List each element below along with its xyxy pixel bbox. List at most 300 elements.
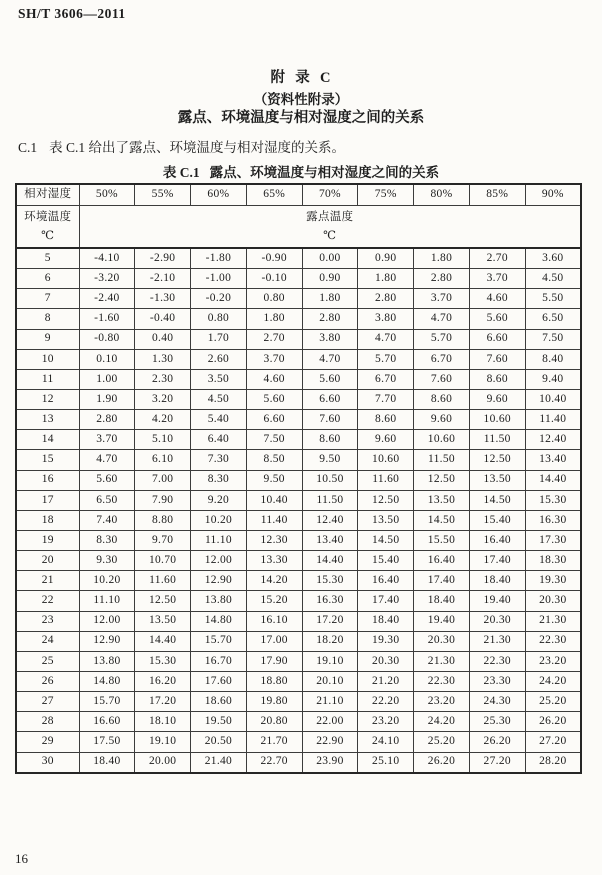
dew-point-cell: 20.80 [246, 712, 302, 732]
dew-point-cell: 5.10 [135, 430, 191, 450]
dew-point-cell: 3.70 [246, 349, 302, 369]
dew-point-cell: 2.70 [246, 329, 302, 349]
dew-point-cell: 12.90 [191, 571, 247, 591]
dew-point-cell: 2.70 [469, 248, 525, 269]
dew-point-cell: 9.50 [302, 450, 358, 470]
dew-point-cell: 19.10 [135, 732, 191, 752]
dew-point-cell: 6.70 [358, 369, 414, 389]
humidity-header-cell: 50% [79, 184, 135, 206]
dew-point-cell: 7.60 [414, 369, 470, 389]
dew-point-cell: 15.50 [414, 530, 470, 550]
dew-point-cell: 3.20 [135, 389, 191, 409]
dew-point-cell: 14.50 [414, 510, 470, 530]
dew-point-cell: -2.90 [135, 248, 191, 269]
humidity-header-cell: 60% [191, 184, 247, 206]
dew-point-cell: 20.30 [525, 591, 581, 611]
ambient-temp-cell: 29 [16, 732, 79, 752]
ambient-temp-cell: 7 [16, 289, 79, 309]
dew-point-cell: 21.40 [191, 752, 247, 773]
dew-point-cell: 6.60 [302, 389, 358, 409]
dew-point-cell: 6.50 [79, 490, 135, 510]
humidity-header-cell: 70% [302, 184, 358, 206]
dew-point-cell: 22.30 [414, 671, 470, 691]
dew-point-cell: 22.30 [469, 651, 525, 671]
dew-point-cell: -2.10 [135, 269, 191, 289]
ambient-temp-cell: 26 [16, 671, 79, 691]
ambient-temp-cell: 22 [16, 591, 79, 611]
dew-point-cell: 2.80 [358, 289, 414, 309]
dew-point-cell: 17.40 [358, 591, 414, 611]
table-row [16, 410, 581, 430]
humidity-header-cell: 75% [358, 184, 414, 206]
dew-point-cell: 4.50 [191, 389, 247, 409]
ambient-temp-cell: 27 [16, 692, 79, 712]
dew-point-cell: 13.50 [469, 470, 525, 490]
dew-point-cell: 5.40 [191, 410, 247, 430]
dew-point-cell: 4.70 [414, 309, 470, 329]
appendix-title: 附 录 C [270, 70, 332, 86]
dew-point-cell: 22.70 [246, 752, 302, 773]
dew-point-cell: 19.40 [414, 611, 470, 631]
dew-point-cell: 6.10 [135, 450, 191, 470]
table-row [16, 631, 581, 651]
dew-point-cell: 4.60 [469, 289, 525, 309]
dew-point-cell: 21.20 [358, 671, 414, 691]
ambient-temp-cell: 17 [16, 490, 79, 510]
dew-point-cell: -2.40 [79, 289, 135, 309]
dew-point-cell: 20.30 [469, 611, 525, 631]
dew-point-cell: 16.20 [135, 671, 191, 691]
dew-point-cell: 18.40 [358, 611, 414, 631]
ambient-temp-cell: 19 [16, 530, 79, 550]
dew-point-cell: 9.60 [358, 430, 414, 450]
ambient-temp-cell: 12 [16, 389, 79, 409]
dew-point-cell: 19.30 [358, 631, 414, 651]
appendix-subtitle: （资料性附录） [253, 92, 349, 107]
dew-point-cell: 14.50 [469, 490, 525, 510]
dew-point-cell: 17.50 [79, 732, 135, 752]
dew-point-cell: 25.20 [414, 732, 470, 752]
dew-point-cell: -4.10 [79, 248, 135, 269]
dew-point-cell: 2.80 [79, 410, 135, 430]
corner-header-cell: 相对湿度 [16, 184, 79, 206]
dew-point-cell: 1.80 [302, 289, 358, 309]
dew-point-cell: 8.30 [191, 470, 247, 490]
dew-point-cell: 22.90 [302, 732, 358, 752]
dew-point-cell: 21.30 [414, 651, 470, 671]
dew-point-cell: 3.50 [191, 369, 247, 389]
dew-point-cell: 13.50 [414, 490, 470, 510]
dew-point-cell: 12.30 [246, 530, 302, 550]
clause-label: C.1 [18, 140, 38, 155]
dew-point-cell: 22.20 [358, 692, 414, 712]
dew-point-cell: 25.20 [525, 692, 581, 712]
dew-point-cell: 22.30 [525, 631, 581, 651]
ambient-temp-cell: 10 [16, 349, 79, 369]
dew-point-cell: 27.20 [469, 752, 525, 773]
dew-point-cell: 7.50 [525, 329, 581, 349]
table-row [16, 551, 581, 571]
dew-point-cell: 16.70 [191, 651, 247, 671]
table-row [16, 289, 581, 309]
dew-point-cell: 10.60 [469, 410, 525, 430]
dew-point-cell: 18.20 [302, 631, 358, 651]
dew-point-cell: 24.20 [414, 712, 470, 732]
dew-point-cell: 14.40 [525, 470, 581, 490]
dew-point-cell: 22.00 [302, 712, 358, 732]
dew-point-cell: 2.80 [414, 269, 470, 289]
dew-point-cell: 18.60 [191, 692, 247, 712]
dew-point-cell: 17.30 [525, 530, 581, 550]
table-row [16, 430, 581, 450]
dew-point-cell: 16.40 [469, 530, 525, 550]
dew-point-cell: 1.70 [191, 329, 247, 349]
ambient-temp-cell: 11 [16, 369, 79, 389]
ambient-temp-cell: 15 [16, 450, 79, 470]
dew-point-cell: 16.30 [525, 510, 581, 530]
dew-point-cell: 20.00 [135, 752, 191, 773]
dew-point-cell: 23.90 [302, 752, 358, 773]
dew-point-cell: 3.70 [79, 430, 135, 450]
dew-point-cell: -0.20 [191, 289, 247, 309]
dew-point-cell: 10.60 [358, 450, 414, 470]
dew-point-cell: 5.70 [414, 329, 470, 349]
dew-point-cell: 1.80 [414, 248, 470, 269]
dew-point-cell: 21.30 [525, 611, 581, 631]
dew-point-cell: 13.40 [302, 530, 358, 550]
dew-point-cell: 10.40 [246, 490, 302, 510]
dew-point-cell: 23.20 [358, 712, 414, 732]
table-row [16, 349, 581, 369]
dew-point-cell: 3.70 [469, 269, 525, 289]
dew-point-cell: 12.00 [79, 611, 135, 631]
dew-point-cell: 20.30 [358, 651, 414, 671]
dew-point-cell: 1.30 [135, 349, 191, 369]
dew-point-cell: 26.20 [525, 712, 581, 732]
dew-point-cell: 15.30 [525, 490, 581, 510]
dew-point-cell: 9.30 [79, 551, 135, 571]
table-row [16, 671, 581, 691]
ambient-temp-header-unit: ℃ [41, 229, 55, 242]
dew-point-cell: 15.70 [191, 631, 247, 651]
ambient-temp-cell: 5 [16, 248, 79, 269]
dew-point-cell: 11.50 [302, 490, 358, 510]
dew-point-cell: 12.50 [469, 450, 525, 470]
dew-point-cell: 8.30 [79, 530, 135, 550]
humidity-header-cell: 85% [469, 184, 525, 206]
dew-point-cell: 10.20 [191, 510, 247, 530]
dew-point-cell: 1.90 [79, 389, 135, 409]
dew-point-cell: 7.50 [246, 430, 302, 450]
table-row [16, 692, 581, 712]
dew-point-cell: 23.20 [525, 651, 581, 671]
table-row [16, 591, 581, 611]
dew-point-cell: 23.30 [469, 671, 525, 691]
dew-point-cell: 10.60 [414, 430, 470, 450]
table-row [16, 329, 581, 349]
dew-point-cell: -1.30 [135, 289, 191, 309]
dew-point-cell: 20.30 [414, 631, 470, 651]
dew-point-cell: 5.60 [469, 309, 525, 329]
dew-point-cell: 9.70 [135, 530, 191, 550]
table-row [16, 389, 581, 409]
dew-point-cell: 7.90 [135, 490, 191, 510]
dew-point-cell: 8.60 [302, 430, 358, 450]
dew-point-cell: 19.10 [302, 651, 358, 671]
dew-point-cell: 9.40 [525, 369, 581, 389]
dew-point-cell: 4.70 [79, 450, 135, 470]
dew-point-cell: -1.60 [79, 309, 135, 329]
dew-point-cell: 24.30 [469, 692, 525, 712]
dew-point-cell: 7.30 [191, 450, 247, 470]
humidity-header-row [16, 184, 581, 206]
dew-point-cell: 14.40 [302, 551, 358, 571]
dew-point-cell: 7.70 [358, 389, 414, 409]
dew-point-cell: 15.70 [79, 692, 135, 712]
dew-point-cell: -3.20 [79, 269, 135, 289]
dew-point-cell: 13.80 [191, 591, 247, 611]
dew-point-cell: 28.20 [525, 752, 581, 773]
table-row [16, 752, 581, 773]
dew-point-cell: 26.20 [414, 752, 470, 773]
dew-point-cell: 14.50 [358, 530, 414, 550]
dew-point-cell: 7.60 [469, 349, 525, 369]
dew-point-cell: 19.30 [525, 571, 581, 591]
ambient-temp-cell: 8 [16, 309, 79, 329]
dew-point-cell: 15.40 [358, 551, 414, 571]
dew-point-cell: 6.50 [525, 309, 581, 329]
subheader-row [16, 206, 581, 249]
dew-point-cell: 10.40 [525, 389, 581, 409]
dew-point-cell: -0.80 [79, 329, 135, 349]
ambient-temp-cell: 23 [16, 611, 79, 631]
humidity-header-cell: 55% [135, 184, 191, 206]
dew-point-cell: 12.40 [302, 510, 358, 530]
dew-point-cell: 17.40 [469, 551, 525, 571]
ambient-temp-cell: 24 [16, 631, 79, 651]
dew-point-cell: 18.10 [135, 712, 191, 732]
table-row [16, 470, 581, 490]
dew-point-cell: 16.10 [246, 611, 302, 631]
table-caption-label: 表 C.1 [162, 165, 200, 180]
dew-point-cell: 11.60 [358, 470, 414, 490]
ambient-temp-cell: 14 [16, 430, 79, 450]
dew-point-cell: 4.60 [246, 369, 302, 389]
dew-point-cell: 25.10 [358, 752, 414, 773]
dew-point-cell: 13.40 [525, 450, 581, 470]
dew-point-cell: 5.60 [302, 369, 358, 389]
dew-point-cell: 21.30 [469, 631, 525, 651]
dew-point-cell: 23.20 [414, 692, 470, 712]
ambient-temp-header-cell [16, 206, 79, 249]
table-caption-text: 露点、环境温度与相对湿度之间的关系 [209, 165, 440, 180]
table-row [16, 732, 581, 752]
dew-point-cell: 6.70 [414, 349, 470, 369]
dew-point-cell: 4.70 [302, 349, 358, 369]
dew-point-cell: 12.50 [135, 591, 191, 611]
dew-point-cell: 18.40 [469, 571, 525, 591]
ambient-temp-cell: 9 [16, 329, 79, 349]
ambient-temp-cell: 30 [16, 752, 79, 773]
ambient-temp-cell: 13 [16, 410, 79, 430]
dew-point-cell: 5.60 [79, 470, 135, 490]
ambient-temp-cell: 25 [16, 651, 79, 671]
dew-point-cell: 7.40 [79, 510, 135, 530]
dew-point-cell: 18.40 [79, 752, 135, 773]
dew-point-cell: 17.60 [191, 671, 247, 691]
dew-point-cell: 18.30 [525, 551, 581, 571]
dew-point-table [15, 183, 582, 774]
dew-point-cell: 0.90 [302, 269, 358, 289]
dew-point-cell: 15.30 [302, 571, 358, 591]
clause-text: 表 C.1 给出了露点、环境温度与相对湿度的关系。 [49, 140, 346, 155]
dew-point-header-unit: ℃ [323, 229, 337, 242]
dew-point-cell: 15.30 [135, 651, 191, 671]
dew-point-cell: 11.10 [79, 591, 135, 611]
dew-point-cell: -1.00 [191, 269, 247, 289]
dew-point-cell: 14.40 [135, 631, 191, 651]
dew-point-cell: 3.60 [525, 248, 581, 269]
ambient-temp-cell: 18 [16, 510, 79, 530]
dew-point-cell: 6.40 [191, 430, 247, 450]
dew-point-cell: 1.00 [79, 369, 135, 389]
dew-point-cell: 9.60 [469, 389, 525, 409]
dew-point-cell: 13.50 [358, 510, 414, 530]
dew-point-cell: 18.40 [414, 591, 470, 611]
dew-point-cell: 5.70 [358, 349, 414, 369]
dew-point-cell: 4.20 [135, 410, 191, 430]
dew-point-cell: 3.80 [302, 329, 358, 349]
table-row [16, 369, 581, 389]
dew-point-cell: 13.50 [135, 611, 191, 631]
dew-point-cell: 0.80 [191, 309, 247, 329]
dew-point-cell: 6.60 [246, 410, 302, 430]
dew-point-cell: 8.60 [414, 389, 470, 409]
humidity-header-cell: 65% [246, 184, 302, 206]
table-caption [0, 161, 602, 181]
humidity-header-cell: 80% [414, 184, 470, 206]
dew-point-cell: 12.50 [414, 470, 470, 490]
dew-point-cell: 8.50 [246, 450, 302, 470]
dew-point-cell: 11.40 [525, 410, 581, 430]
dew-point-cell: 7.00 [135, 470, 191, 490]
dew-point-cell: 10.50 [302, 470, 358, 490]
dew-point-cell: 8.60 [358, 410, 414, 430]
dew-point-cell: 1.80 [246, 309, 302, 329]
dew-point-cell: 1.80 [358, 269, 414, 289]
dew-point-cell: 8.80 [135, 510, 191, 530]
dew-point-cell: 6.60 [469, 329, 525, 349]
table-row [16, 712, 581, 732]
dew-point-header-cell [79, 206, 581, 249]
ambient-temp-cell: 21 [16, 571, 79, 591]
table-row [16, 571, 581, 591]
dew-point-cell: 17.90 [246, 651, 302, 671]
dew-point-cell: 19.50 [191, 712, 247, 732]
dew-point-cell: 17.00 [246, 631, 302, 651]
ambient-temp-cell: 20 [16, 551, 79, 571]
dew-point-cell: 14.20 [246, 571, 302, 591]
dew-point-cell: 9.50 [246, 470, 302, 490]
dew-point-cell: 3.70 [414, 289, 470, 309]
ambient-temp-cell: 6 [16, 269, 79, 289]
table-row [16, 450, 581, 470]
dew-point-cell: 27.20 [525, 732, 581, 752]
dew-point-cell: 5.50 [525, 289, 581, 309]
dew-point-cell: 7.60 [302, 410, 358, 430]
dew-point-cell: 25.30 [469, 712, 525, 732]
dew-point-cell: 12.00 [191, 551, 247, 571]
dew-point-cell: 4.70 [358, 329, 414, 349]
table-row [16, 651, 581, 671]
dew-point-cell: 21.10 [302, 692, 358, 712]
dew-point-cell: 14.80 [191, 611, 247, 631]
dew-point-cell: 2.30 [135, 369, 191, 389]
dew-point-cell: 8.60 [469, 369, 525, 389]
page-number: 16 [15, 851, 28, 866]
dew-point-cell: 15.40 [469, 510, 525, 530]
dew-point-cell: 14.80 [79, 671, 135, 691]
dew-point-header-title: 露点温度 [306, 210, 354, 223]
dew-point-cell: 21.70 [246, 732, 302, 752]
dew-point-cell: 9.20 [191, 490, 247, 510]
dew-point-cell: 10.70 [135, 551, 191, 571]
dew-point-cell: 16.30 [302, 591, 358, 611]
dew-point-cell: 12.50 [358, 490, 414, 510]
table-row [16, 490, 581, 510]
dew-point-cell: 11.10 [191, 530, 247, 550]
dew-point-cell: 19.80 [246, 692, 302, 712]
humidity-header-cell: 90% [525, 184, 581, 206]
dew-point-cell: -1.80 [191, 248, 247, 269]
dew-point-cell: 10.20 [79, 571, 135, 591]
dew-point-cell: 3.80 [358, 309, 414, 329]
dew-point-cell: 0.00 [302, 248, 358, 269]
dew-point-cell: 11.50 [414, 450, 470, 470]
dew-point-cell: 13.80 [79, 651, 135, 671]
dew-point-cell: 0.80 [246, 289, 302, 309]
ambient-temp-cell: 16 [16, 470, 79, 490]
ambient-temp-header-title: 环境温度 [24, 210, 72, 223]
dew-point-cell: -0.10 [246, 269, 302, 289]
dew-point-cell: 16.40 [358, 571, 414, 591]
dew-point-cell: 13.30 [246, 551, 302, 571]
dew-point-cell: 0.40 [135, 329, 191, 349]
dew-point-cell: 2.80 [302, 309, 358, 329]
dew-point-cell: 19.40 [469, 591, 525, 611]
dew-point-cell: 2.60 [191, 349, 247, 369]
dew-point-cell: 26.20 [469, 732, 525, 752]
dew-point-cell: 11.50 [469, 430, 525, 450]
dew-point-cell: -0.90 [246, 248, 302, 269]
dew-point-cell: 11.60 [135, 571, 191, 591]
appendix-heading: 露点、环境温度与相对湿度之间的关系 [177, 110, 425, 126]
dew-point-cell: 18.80 [246, 671, 302, 691]
dew-point-cell: 24.10 [358, 732, 414, 752]
dew-point-cell: 8.40 [525, 349, 581, 369]
table-row [16, 510, 581, 530]
dew-point-cell: 17.20 [302, 611, 358, 631]
table-row [16, 611, 581, 631]
dew-point-cell: 24.20 [525, 671, 581, 691]
dew-point-cell: 12.90 [79, 631, 135, 651]
dew-point-cell: 9.60 [414, 410, 470, 430]
clause-c1 [18, 136, 345, 156]
table-row [16, 269, 581, 289]
dew-point-cell: 0.10 [79, 349, 135, 369]
dew-point-cell: 16.60 [79, 712, 135, 732]
table-row [16, 530, 581, 550]
